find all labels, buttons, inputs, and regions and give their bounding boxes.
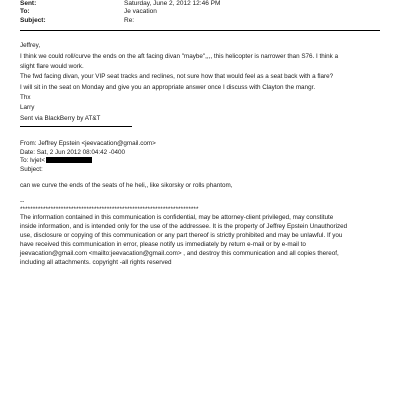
disclaimer-line-5: jeevacation@gmail.com <mailto:jeevacation@gmail.com> , and destroy this communication and all copies thereof, — [20, 250, 339, 257]
original-subject: Subject: — [20, 166, 43, 173]
reply-line-4: I will sit in the seat on Monday and give you an appropriate answer once I discuss with Clayton the mangr. — [20, 84, 316, 91]
redaction-box — [46, 157, 92, 163]
disclaimer-line-6: including all attachments. copyright -all rights reserved — [20, 259, 172, 266]
disclaimer-stars: ********************************************************************** — [20, 206, 199, 213]
reply-line-3: The fwd facing divan, your VIP seat tracks and reclines, not sure how that would feel as a seat back with a flare? — [20, 73, 334, 80]
reply-line-1: I think we could roll/curve the ends on the aft facing divan "maybe",,,, this helicopter is narrower than S76. I think a — [20, 53, 339, 60]
subject-value: Re: — [124, 17, 135, 24]
to-value: Je vacation — [124, 8, 157, 15]
reply-greeting: Jeffrey, — [20, 42, 41, 49]
sent-label: Sent: — [20, 0, 37, 7]
signature-divider — [20, 126, 132, 127]
reply-thx: Thx — [20, 94, 31, 101]
reply-signature: Sent via BlackBerry by AT&T — [20, 115, 101, 122]
original-date: Date: Sat, 2 Jun 2012 08:04:42 -0400 — [20, 149, 126, 156]
disclaimer-line-2: inside information, and is intended only for the use of the addressee. It is the property of Jeffrey Epstein Unauthorized — [20, 223, 348, 230]
header-divider — [20, 30, 380, 31]
disclaimer-line-1: The information contained in this communication is confidential, may be attorney-client privileged, may constitute — [20, 214, 334, 221]
reply-line-2: slight flare would work. — [20, 63, 84, 70]
sent-value: Saturday, June 2, 2012 12:46 PM — [124, 0, 221, 7]
reply-name: Larry — [20, 104, 35, 111]
disclaimer-line-3: use, disclosure or copying of this communication or any part thereof is strictly prohibited and may be unlawful. If you — [20, 232, 343, 239]
to-label: To: — [20, 8, 30, 15]
subject-label: Subject: — [20, 17, 46, 24]
original-from: From: Jeffrey Epstein <jeevacation@gmail.com> — [20, 140, 156, 147]
original-ellipsis: -- — [20, 198, 25, 205]
original-to-row — [20, 157, 92, 164]
original-to: To: lvjet< — [20, 157, 46, 164]
disclaimer-line-4: have received this communication in error, please notify us immediately by return e-mail or by e-mail to — [20, 241, 306, 248]
original-body: can we curve the ends of the seats of he heli,, like sikorsky or rolls phantom, — [20, 182, 233, 189]
